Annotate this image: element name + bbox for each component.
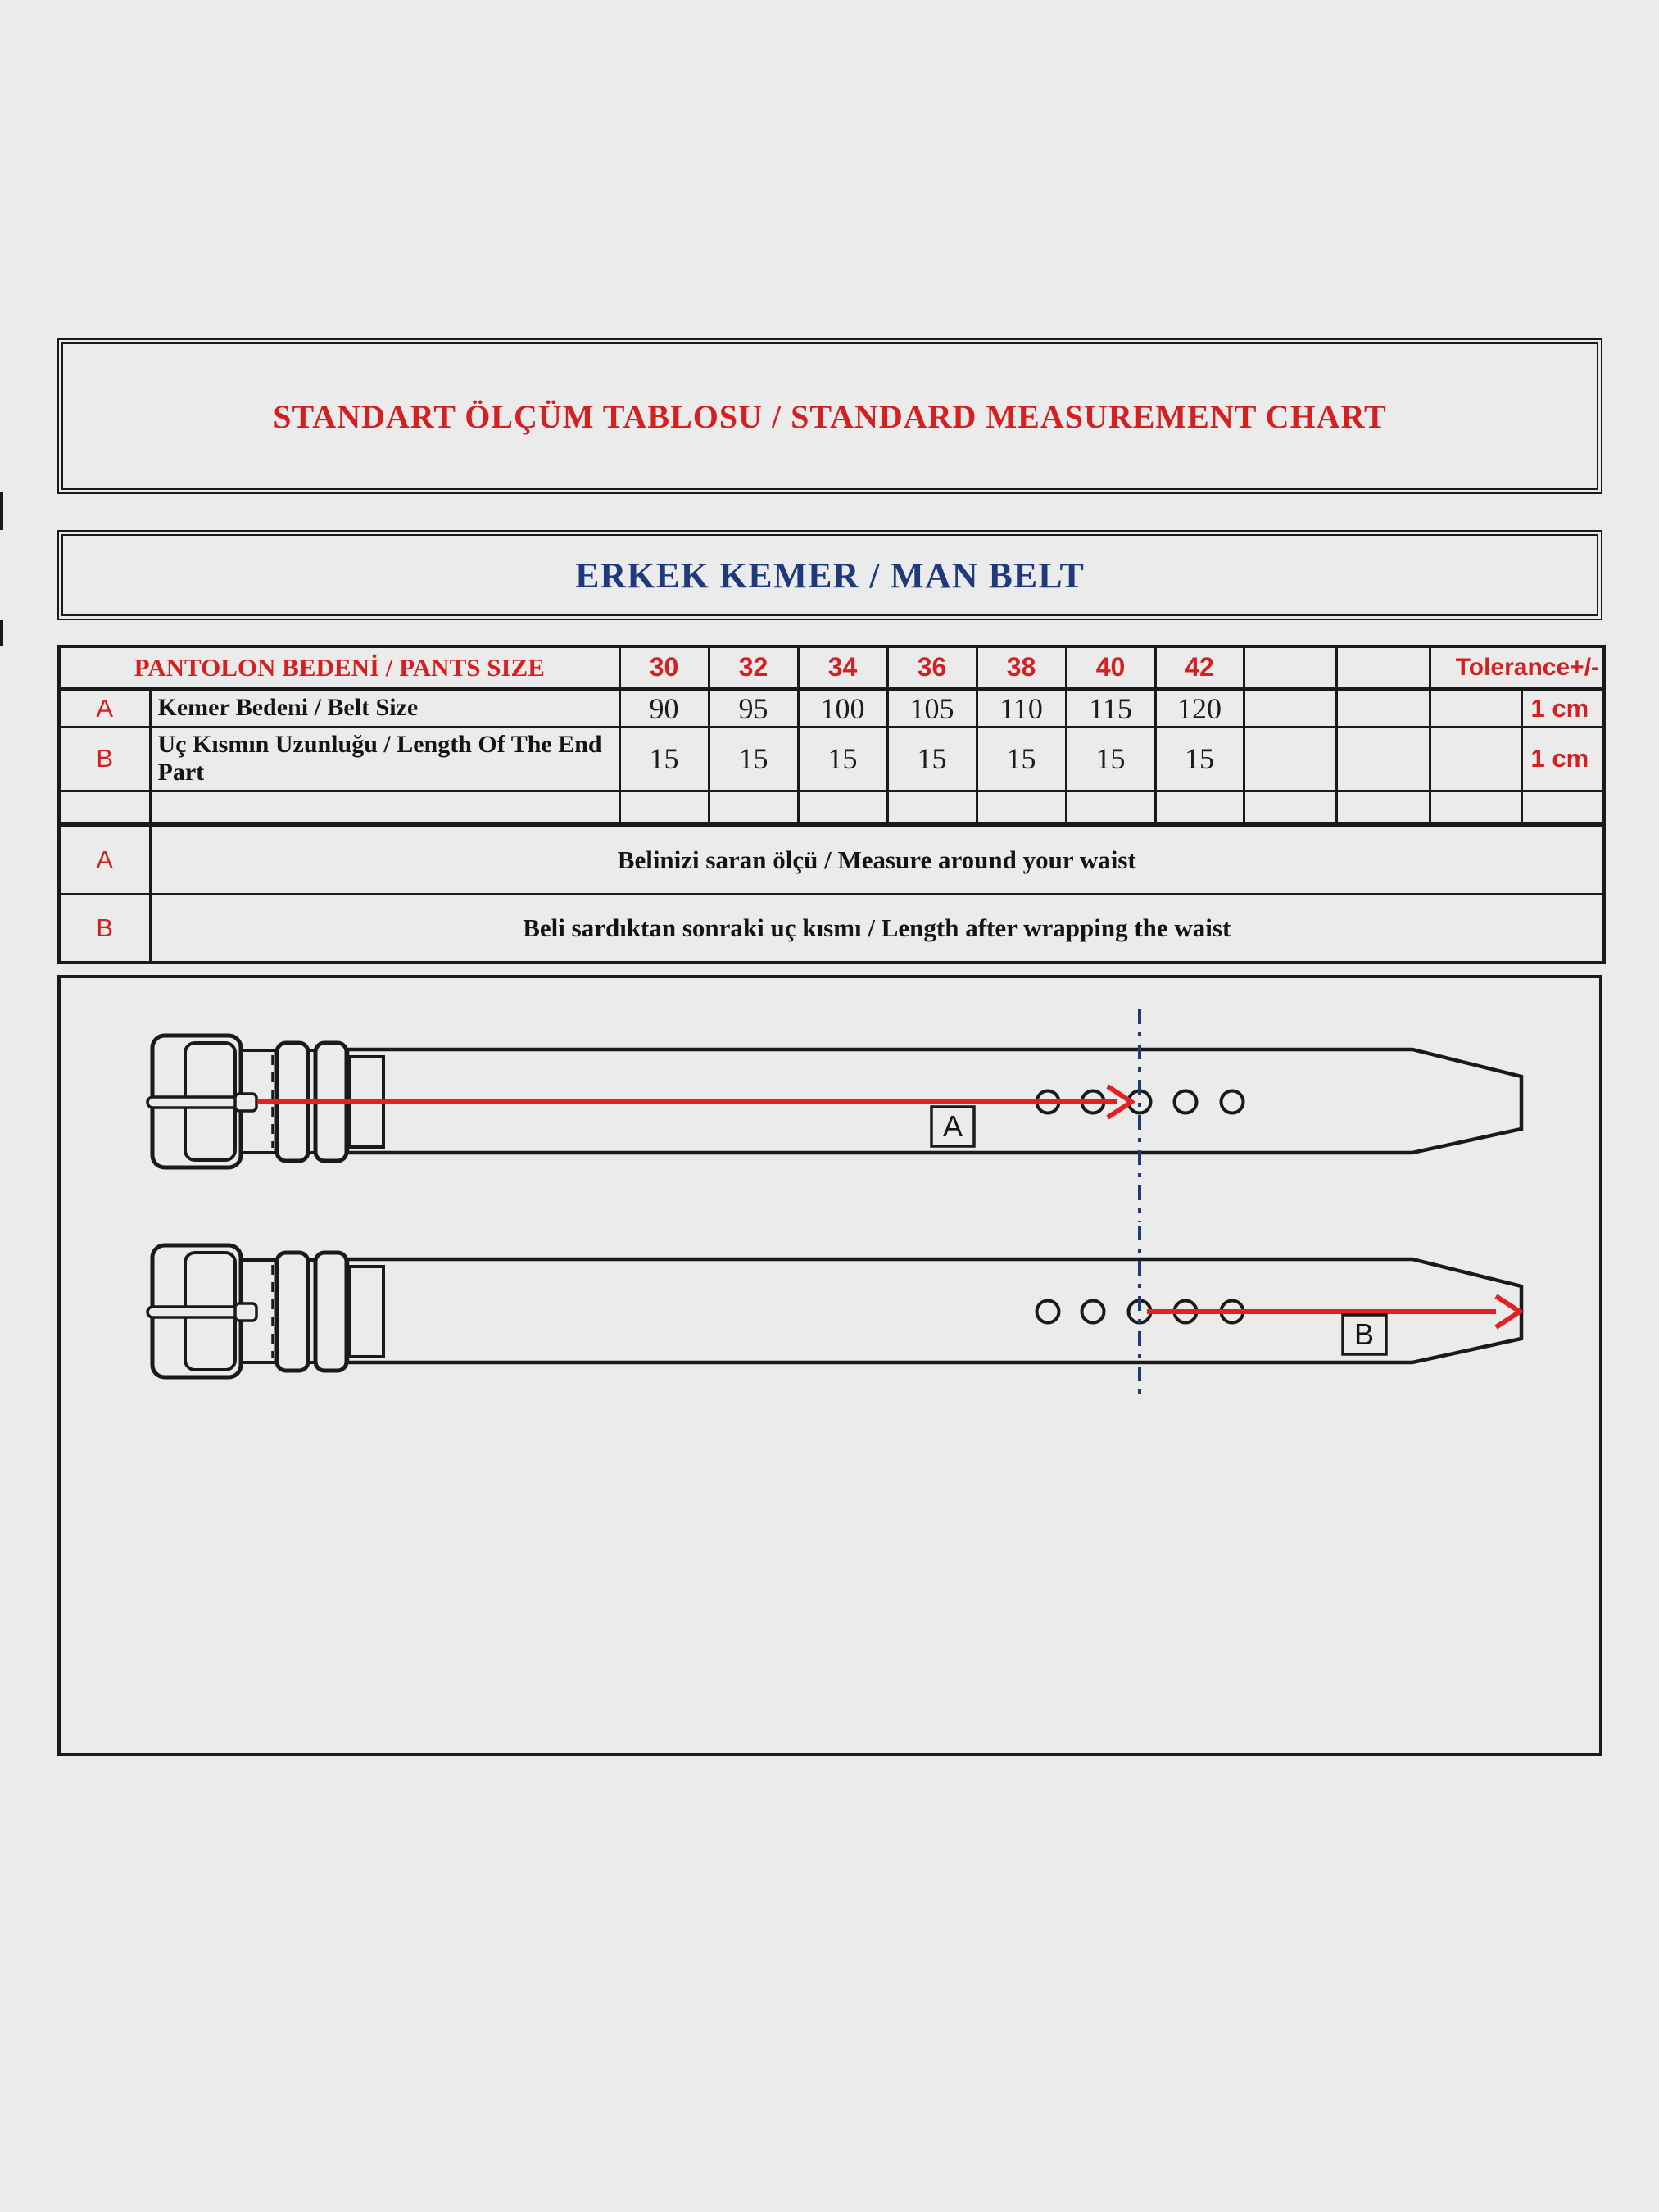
size-header-cell: 38 xyxy=(977,646,1066,689)
pants-size-header: PANTOLON BEDENİ / PANTS SIZE xyxy=(59,646,619,689)
value-cell: 15 xyxy=(977,727,1066,791)
subtitle: ERKEK KEMER / MAN BELT xyxy=(575,555,1085,596)
empty-cell xyxy=(1244,727,1336,791)
subtitle-box xyxy=(57,530,1602,620)
empty-cell xyxy=(1336,689,1430,727)
empty-cell xyxy=(1430,791,1521,824)
title-box xyxy=(57,338,1602,494)
empty-cell xyxy=(1430,727,1521,791)
empty-cell xyxy=(619,791,709,824)
page-title: STANDART ÖLÇÜM TABLOSU / STANDARD MEASUREMENT CHART xyxy=(273,397,1387,435)
note-row-a xyxy=(59,824,1604,894)
row-label: Kemer Bedeni / Belt Size xyxy=(150,689,619,727)
empty-cell xyxy=(887,791,977,824)
note-letter: A xyxy=(59,824,150,894)
value-cell: 105 xyxy=(887,689,977,727)
empty-cell xyxy=(1244,791,1336,824)
note-letter: B xyxy=(59,894,150,963)
value-cell: 100 xyxy=(798,689,887,727)
value-cell: 110 xyxy=(977,689,1066,727)
label-b: B xyxy=(1353,1317,1375,1351)
empty-cell xyxy=(150,791,619,824)
row-letter: A xyxy=(59,689,150,727)
tolerance-value: 1 cm xyxy=(1521,727,1604,791)
measurement-table xyxy=(57,645,1606,964)
label-a: A xyxy=(942,1109,963,1143)
belt-diagram-box xyxy=(57,975,1602,1756)
value-cell: 15 xyxy=(619,727,709,791)
empty-cell xyxy=(709,791,798,824)
tolerance-value: 1 cm xyxy=(1521,689,1604,727)
value-cell: 15 xyxy=(1155,727,1244,791)
tolerance-header: Tolerance+/- xyxy=(1430,646,1604,689)
empty-cell xyxy=(977,791,1066,824)
table-row-end-part xyxy=(59,727,1604,791)
size-header-cell: 32 xyxy=(709,646,798,689)
value-cell: 15 xyxy=(798,727,887,791)
size-header-cell: 40 xyxy=(1066,646,1155,689)
value-cell: 15 xyxy=(709,727,798,791)
note-text: Beli sardıktan sonraki uç kısmı / Length after wrapping the waist xyxy=(150,894,1604,963)
empty-cell xyxy=(1244,646,1336,689)
empty-cell xyxy=(1244,689,1336,727)
size-header-cell: 42 xyxy=(1155,646,1244,689)
size-header-cell: 36 xyxy=(887,646,977,689)
value-cell: 95 xyxy=(709,689,798,727)
value-cell: 115 xyxy=(1066,689,1155,727)
row-letter: B xyxy=(59,727,150,791)
value-cell: 15 xyxy=(887,727,977,791)
belt-diagram xyxy=(61,978,1599,1753)
table-row-belt-size xyxy=(59,689,1604,727)
row-label: Uç Kısmın Uzunluğu / Length Of The End Part xyxy=(150,727,619,791)
empty-cell xyxy=(1430,689,1521,727)
empty-cell xyxy=(1066,791,1155,824)
value-cell: 90 xyxy=(619,689,709,727)
empty-cell xyxy=(1336,646,1430,689)
empty-cell xyxy=(59,791,150,824)
note-text: Belinizi saran ölçü / Measure around your waist xyxy=(150,824,1604,894)
empty-cell xyxy=(1336,791,1430,824)
empty-cell xyxy=(1521,791,1604,824)
empty-cell xyxy=(1155,791,1244,824)
size-header-cell: 30 xyxy=(619,646,709,689)
empty-cell xyxy=(798,791,887,824)
size-header-cell: 34 xyxy=(798,646,887,689)
empty-cell xyxy=(1336,727,1430,791)
value-cell: 15 xyxy=(1066,727,1155,791)
spacer-row xyxy=(0,620,3,646)
empty-row xyxy=(59,791,1604,824)
table-header-row xyxy=(59,646,1604,689)
note-row-b xyxy=(59,894,1604,963)
value-cell: 120 xyxy=(1155,689,1244,727)
spacer-row xyxy=(0,492,3,530)
